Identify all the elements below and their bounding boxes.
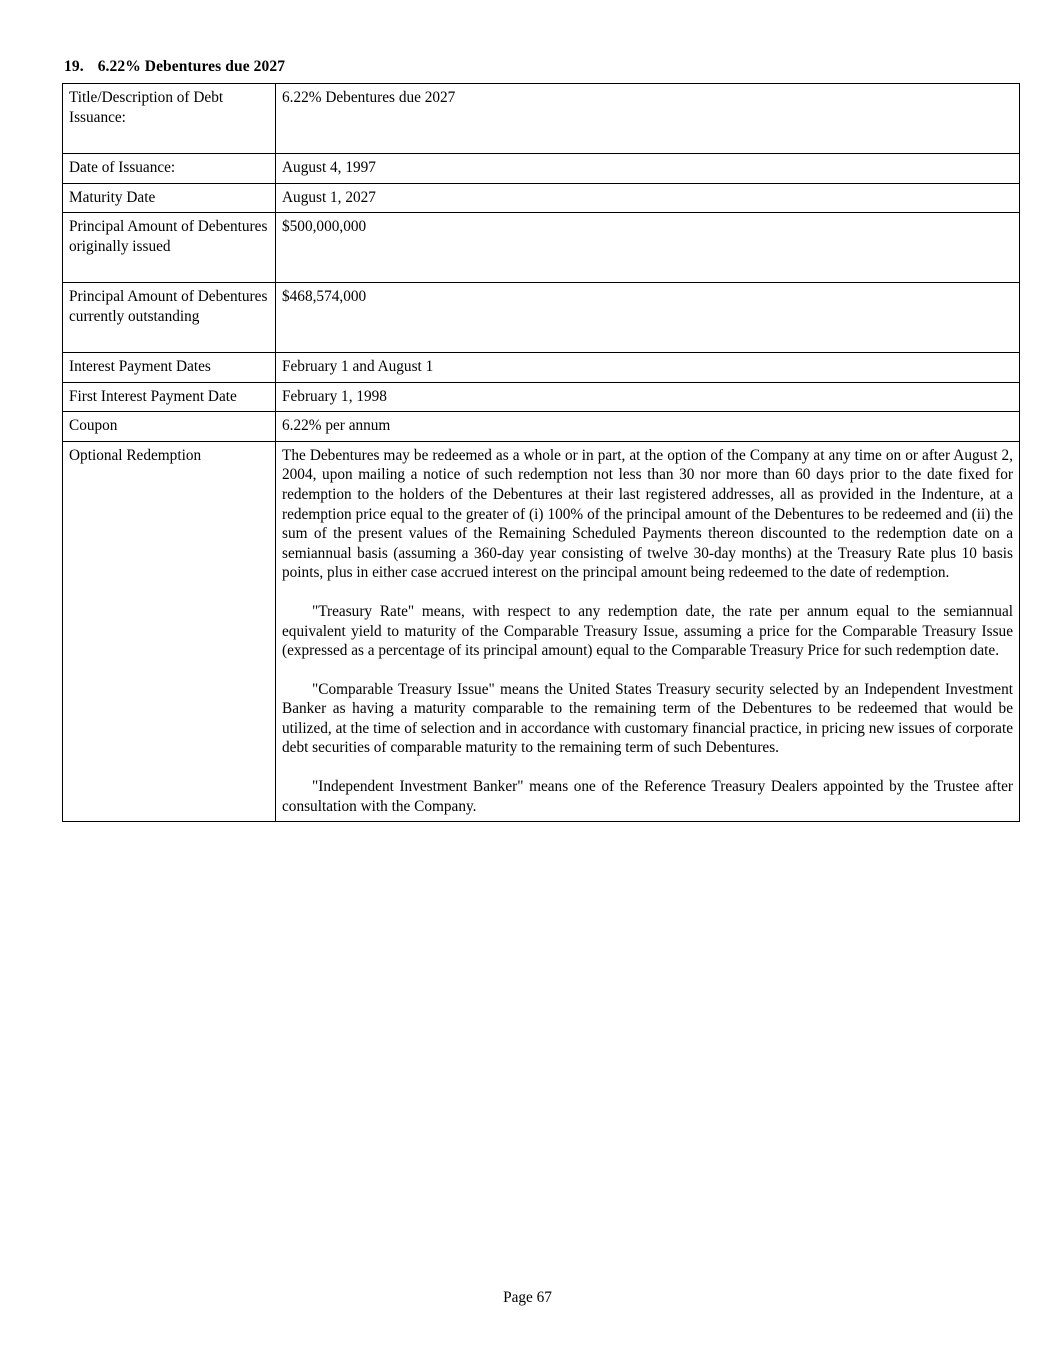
row-value-principal-originally-issued: $500,000,000	[276, 213, 1020, 283]
row-value-interest-payment-dates: February 1 and August 1	[276, 353, 1020, 383]
row-label-maturity-date: Maturity Date	[63, 183, 276, 213]
table-row	[63, 353, 1020, 383]
redemption-paragraph-2: "Treasury Rate" means, with respect to any redemption date, the rate per annum equal to the semiannual equivalent yield to maturity of the Comparable Treasury Issue, assuming a price for the Comparable Treasury Issue (expressed as a percentage of its principal amount) equal to the Comparable Treasury Price for such redemption date.	[282, 602, 1013, 660]
row-label-principal-originally-issued: Principal Amount of Debentures originally issued	[63, 213, 276, 283]
row-value-optional-redemption	[276, 441, 1020, 821]
row-label-title-description: Title/Description of Debt Issuance:	[63, 84, 276, 154]
redemption-paragraph-4: "Independent Investment Banker" means one of the Reference Treasury Dealers appointed by the Trustee after consultation with the Company.	[282, 777, 1013, 815]
redemption-paragraph-3: "Comparable Treasury Issue" means the United States Treasury security selected by an Independent Investment Banker as having a maturity comparable to the remaining term of the Debentures to be redeemed that would be utilized, at the time of selection and in accordance with customary financial practice, in pricing new issues of corporate debt securities of comparable maturity to the remaining term of such Debentures.	[282, 680, 1013, 757]
row-label-first-interest-payment-date: First Interest Payment Date	[63, 382, 276, 412]
row-value-coupon: 6.22% per annum	[276, 412, 1020, 442]
redemption-paragraph-1: The Debentures may be redeemed as a whole or in part, at the option of the Company at any time on or after August 2, 2004, upon mailing a notice of such redemption not less than 30 nor more than 60 days prior to the date fixed for redemption to the holders of the Debentures at their last registered addresses, all as provided in the Indenture, at a redemption price equal to the greater of (i) 100% of the principal amount of the Debentures to be redeemed and (ii) the sum of the present values of the Remaining Scheduled Payments thereon discounted to the redemption date on a semiannual basis (assuming a 360-day year consisting of twelve 30-day months) at the Treasury Rate plus 10 basis points, plus in either case accrued interest on the principal amount being redeemed to the date of redemption.	[282, 446, 1013, 582]
table-row	[63, 154, 1020, 184]
table-row	[63, 412, 1020, 442]
row-label-principal-currently-outstanding: Principal Amount of Debentures currently outstanding	[63, 283, 276, 353]
section-title: 6.22% Debentures due 2027	[97, 58, 286, 75]
table-row	[63, 283, 1020, 353]
debt-issuance-table	[62, 83, 1020, 822]
table-row	[63, 382, 1020, 412]
row-label-date-of-issuance: Date of Issuance:	[63, 154, 276, 184]
row-value-principal-currently-outstanding: $468,574,000	[276, 283, 1020, 353]
table-row	[63, 183, 1020, 213]
table-row	[63, 213, 1020, 283]
row-value-date-of-issuance: August 4, 1997	[276, 154, 1020, 184]
section-heading	[64, 58, 993, 76]
row-label-optional-redemption: Optional Redemption	[63, 441, 276, 821]
row-value-title-description: 6.22% Debentures due 2027	[276, 84, 1020, 154]
row-value-maturity-date: August 1, 2027	[276, 183, 1020, 213]
table-row-optional-redemption	[63, 441, 1020, 821]
page-footer: Page 67	[503, 1289, 552, 1306]
table-row	[63, 84, 1020, 154]
row-label-interest-payment-dates: Interest Payment Dates	[63, 353, 276, 383]
section-number: 19.	[64, 58, 84, 75]
row-label-coupon: Coupon	[63, 412, 276, 442]
row-value-first-interest-payment-date: February 1, 1998	[276, 382, 1020, 412]
